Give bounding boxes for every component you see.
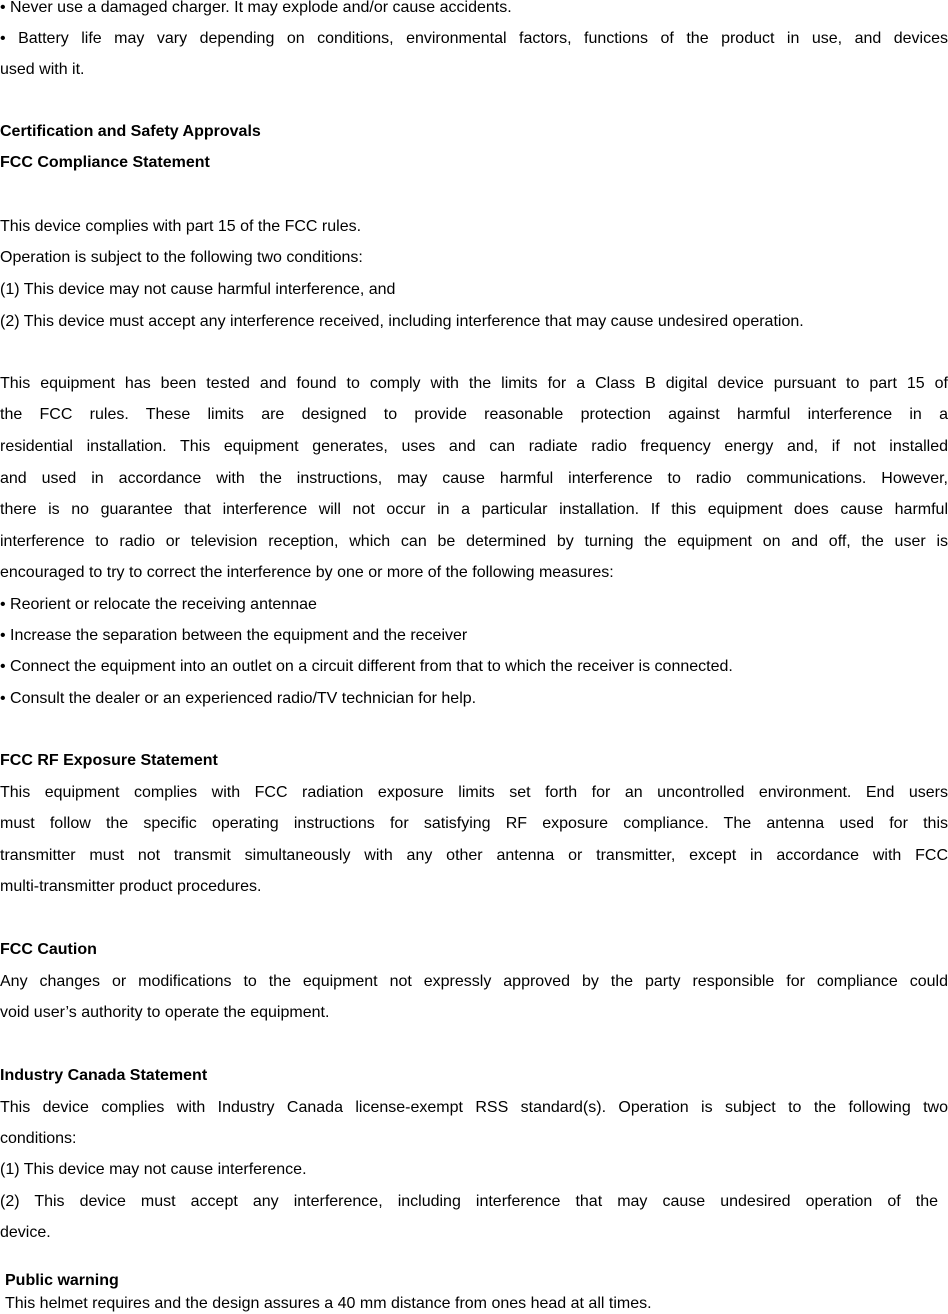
- measure-bullet: • Consult the dealer or an experienced radio/TV technician for help.: [0, 690, 477, 707]
- paragraph-line: This equipment has been tested and found to comply with the limits for a Class B digital device pursuant to part 15 of: [0, 375, 948, 392]
- paragraph-line: interference to radio or television reception, which can be determined by turning the equipment on and off, the user is: [0, 533, 948, 550]
- bullet-battery-life: • Battery life may vary depending on conditions, environmental factors, functions of the product in use, and devices: [0, 30, 948, 47]
- condition-item: device.: [0, 1224, 51, 1241]
- condition-item: (2) This device must accept any interference received, including interference that may cause undesired operation.: [0, 313, 804, 330]
- section-heading-certification: Certification and Safety Approvals: [0, 123, 261, 140]
- text-line: This device complies with part 15 of the FCC rules.: [0, 218, 362, 235]
- paragraph-line: and used in accordance with the instructions, may cause harmful interference to radio communications. However,: [0, 470, 948, 487]
- measure-bullet: • Connect the equipment into an outlet on a circuit different from that to which the receiver is connected.: [0, 658, 733, 675]
- text-line: Operation is subject to the following two conditions:: [0, 249, 363, 266]
- paragraph-line: multi-transmitter product procedures.: [0, 878, 262, 895]
- public-warning-text: This helmet requires and the design assures a 40 mm distance from ones head at all times.: [5, 1295, 652, 1312]
- paragraph-line: This equipment complies with FCC radiation exposure limits set forth for an uncontrolled environment. End users: [0, 784, 948, 801]
- measure-bullet: • Increase the separation between the equipment and the receiver: [0, 627, 468, 644]
- condition-item: (1) This device may not cause harmful interference, and: [0, 281, 396, 298]
- paragraph-line: conditions:: [0, 1130, 77, 1147]
- paragraph-line: Any changes or modifications to the equipment not expressly approved by the party responsible for compliance could: [0, 973, 948, 990]
- paragraph-line: must follow the specific operating instructions for satisfying RF exposure compliance. The antenna used for this: [0, 815, 948, 832]
- section-heading-industry-canada: Industry Canada Statement: [0, 1067, 208, 1084]
- measure-bullet: • Reorient or relocate the receiving antennae: [0, 596, 317, 613]
- section-heading-fcc-compliance: FCC Compliance Statement: [0, 154, 210, 171]
- section-heading-public-warning: Public warning: [5, 1272, 119, 1289]
- section-heading-rf-exposure: FCC RF Exposure Statement: [0, 752, 218, 769]
- condition-item: (1) This device may not cause interference.: [0, 1161, 307, 1178]
- section-heading-fcc-caution: FCC Caution: [0, 941, 97, 958]
- paragraph-line: This device complies with Industry Canada license-exempt RSS standard(s). Operation is subject to the following two: [0, 1099, 948, 1116]
- paragraph-line: void user’s authority to operate the equipment.: [0, 1004, 330, 1021]
- paragraph-line: encouraged to try to correct the interference by one or more of the following measures:: [0, 564, 614, 581]
- paragraph-line: residential installation. This equipment generates, uses and can radiate radio frequency energy and, if not installed: [0, 438, 948, 455]
- text-line: used with it.: [0, 61, 85, 78]
- condition-item: (2) This device must accept any interference, including interference that may cause undesired operation of the: [0, 1193, 938, 1210]
- paragraph-line: transmitter must not transmit simultaneously with any other antenna or transmitter, except in accordance with FCC: [0, 847, 948, 864]
- paragraph-line: there is no guarantee that interference will not occur in a particular installation. If this equipment does cause harmful: [0, 501, 948, 518]
- paragraph-line: the FCC rules. These limits are designed to provide reasonable protection against harmful interference in a: [0, 406, 948, 423]
- bullet-damaged-charger: • Never use a damaged charger. It may explode and/or cause accidents.: [0, 0, 512, 16]
